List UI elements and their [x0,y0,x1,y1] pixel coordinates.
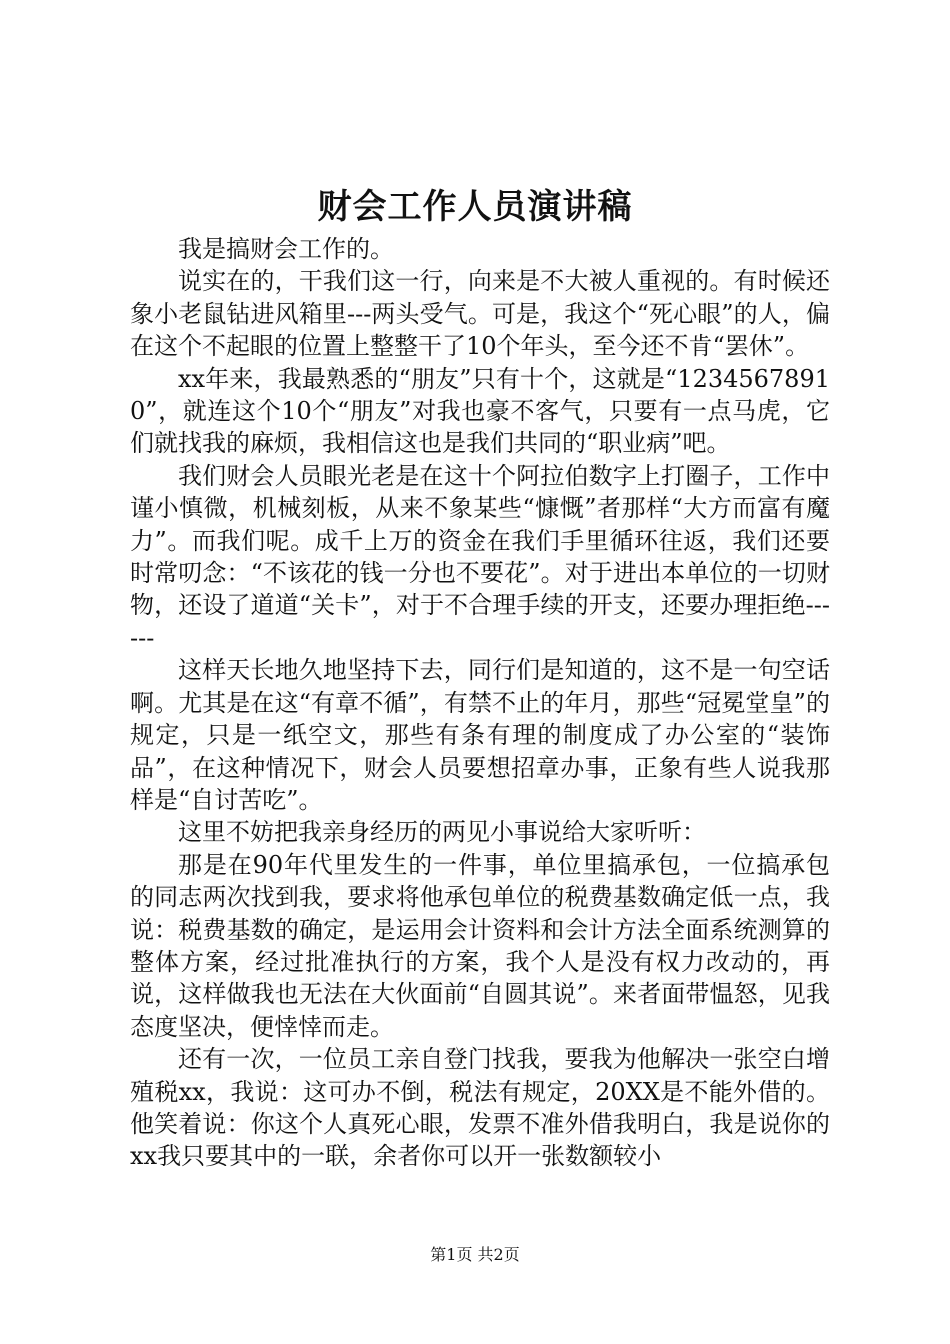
paragraph: 那是在90年代里发生的一件事，单位里搞承包，一位搞承包的同志两次找到我，要求将他承包单位的税费基数确定低一点，我说：税费基数的确定，是运用会计资料和会计方法全面系统测算的整体方案，经过批准执行的方案，我个人是没有权力改动的，再说，这样做我也无法在大伙面前“自圆其说”。来者面带愠怒，见我态度坚决，便悻悻而走。 [130,850,830,1041]
paragraph: 我是搞财会工作的。 [178,235,394,263]
page-footer: 第1页 共2页 [430,1245,520,1264]
document-title: 财会工作人员演讲稿 [317,187,633,227]
paragraph: 还有一次，一位员工亲自登门找我，要我为他解决一张空白增殖税xx，我说：这可办不倒，税法有规定，20XX是不能外借的。他笑着说：你这个人真死心眼，发票不准外借我明白，我是说你的xx我只要其中的一联，余者你可以开一张数额较小 [130,1045,830,1171]
paragraph: 说实在的，干我们这一行，向来是不大被人重视的。有时候还象小老鼠钻进风箱里---两头受气。可是，我这个“死心眼”的人，偏在这个不起眼的位置上整整干了10个年头，至今还不肯“罢休”。 [130,267,830,361]
paragraph: 这样天长地久地坚持下去，同行们是知道的，这不是一句空话啊。尤其是在这“有章不循”，有禁不止的年月，那些“冠冕堂皇”的规定，只是一纸空文，那些有条有理的制度成了办公室的“装饰品”，在这种情况下，财会人员要想招章办事，正象有些人说我那样是“自讨苦吃”。 [130,656,830,814]
paragraph: 我们财会人员眼光老是在这十个阿拉伯数字上打圈子，工作中谨小慎微，机械刻板，从来不象某些“慷慨”者那样“大方而富有魔力”。而我们呢。成千上万的资金在我们手里循环往返，我们还要时常叨念：“不该花的钱一分也不要花”。对于进出本单位的一切财物，还设了道道“关卡”，对于不合理手续的开支，还要办理拒绝------ [130,461,830,652]
paragraph: 这里不妨把我亲身经历的两见小事说给大家听听： [178,818,706,847]
document-body [130,233,830,1173]
paragraph: xx年来，我最熟悉的“朋友”只有十个，这就是“12345678910”，就连这个10个“朋友”对我也豪不客气，只要有一点马虎，它们就找我的麻烦，我相信这也是我们共同的“职业病”吧。 [130,364,830,458]
